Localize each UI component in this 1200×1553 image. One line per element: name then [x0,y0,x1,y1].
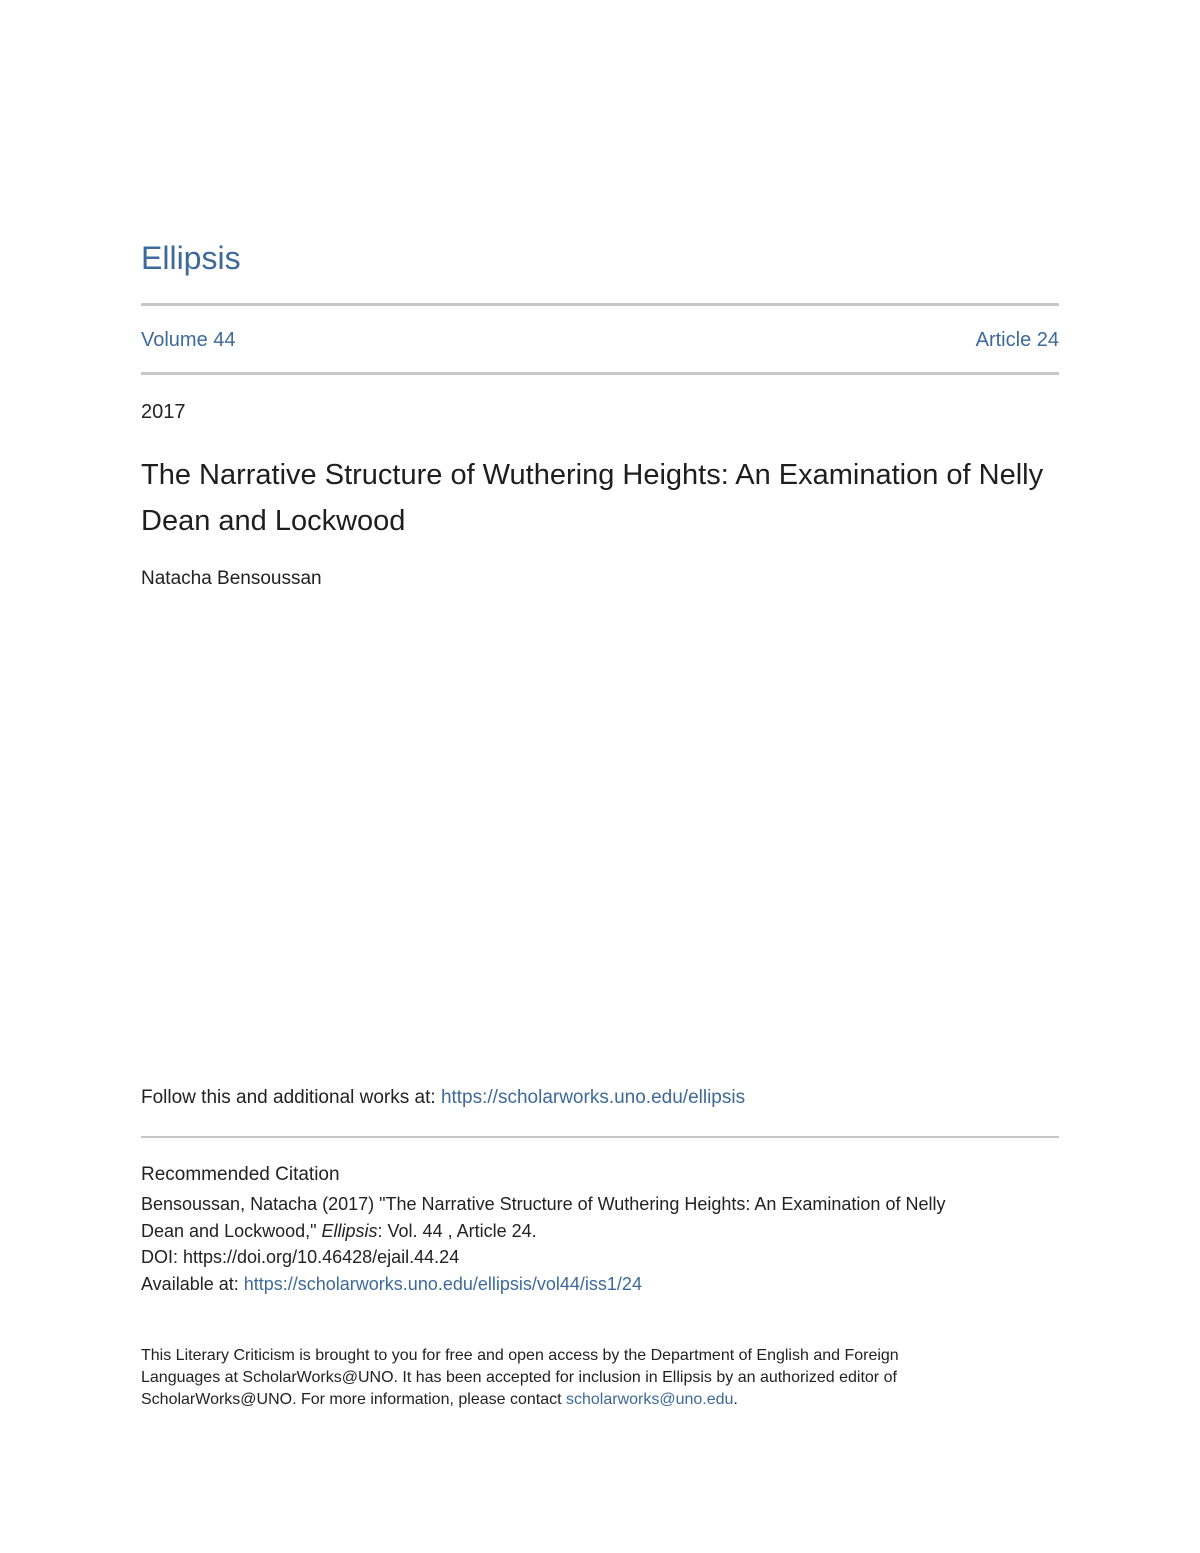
collection-url-link[interactable]: https://scholarworks.uno.edu/ellipsis [440,1087,746,1108]
divider-top [141,303,1059,306]
follow-text: Follow this and additional works at: [141,1087,441,1108]
article-url-link[interactable]: https://scholarworks.uno.edu/ellipsis/vol44/iss1/24 [243,1273,642,1294]
article-title: The Narrative Structure of Wuthering Heights: An Examination of Nelly Dean and Lockwood [141,459,1044,537]
author-name: Natacha Bensoussan [141,568,322,589]
notice-contact-text: ScholarWorks@UNO. For more information, please contact [141,1391,566,1408]
cover-page [141,0,1059,1553]
divider-bottom [141,1136,1059,1138]
citation-line-1: Bensoussan, Natacha (2017) "The Narrative Structure of Wuthering Heights: An Examination of Nelly [141,1194,946,1214]
follow-works-line [141,1085,745,1111]
citation-journal: Ellipsis [321,1220,378,1241]
citation-block [141,1191,1059,1297]
citation-volume: : Vol. 44 , Article 24. [377,1220,537,1241]
citation-available [141,1271,1059,1298]
citation-doi: DOI: https://doi.org/10.46428/ejail.44.24 [141,1247,460,1267]
available-label: Available at: [141,1273,244,1294]
notice-period: . [733,1391,738,1408]
citation-title-end: Dean and Lockwood," [141,1220,322,1241]
notice-line-3 [141,1389,1059,1411]
volume-link[interactable]: Volume 44 [141,329,236,351]
contact-email-link[interactable]: scholarworks@uno.edu [565,1391,734,1408]
article-link[interactable]: Article 24 [975,329,1059,351]
notice-line-1: This Literary Criticism is brought to you for free and open access by the Department of English and Foreign [141,1347,899,1364]
volume-article-row [141,326,1059,354]
recommended-citation-heading: Recommended Citation [141,1164,340,1185]
notice-line-2: Languages at ScholarWorks@UNO. It has been accepted for inclusion in Ellipsis by an authorized editor of [141,1369,897,1386]
divider-middle [141,372,1059,375]
access-notice [141,1345,1059,1411]
publication-year: 2017 [141,401,186,423]
citation-line-2 [141,1218,1059,1245]
journal-title-link[interactable]: Ellipsis [141,240,241,276]
